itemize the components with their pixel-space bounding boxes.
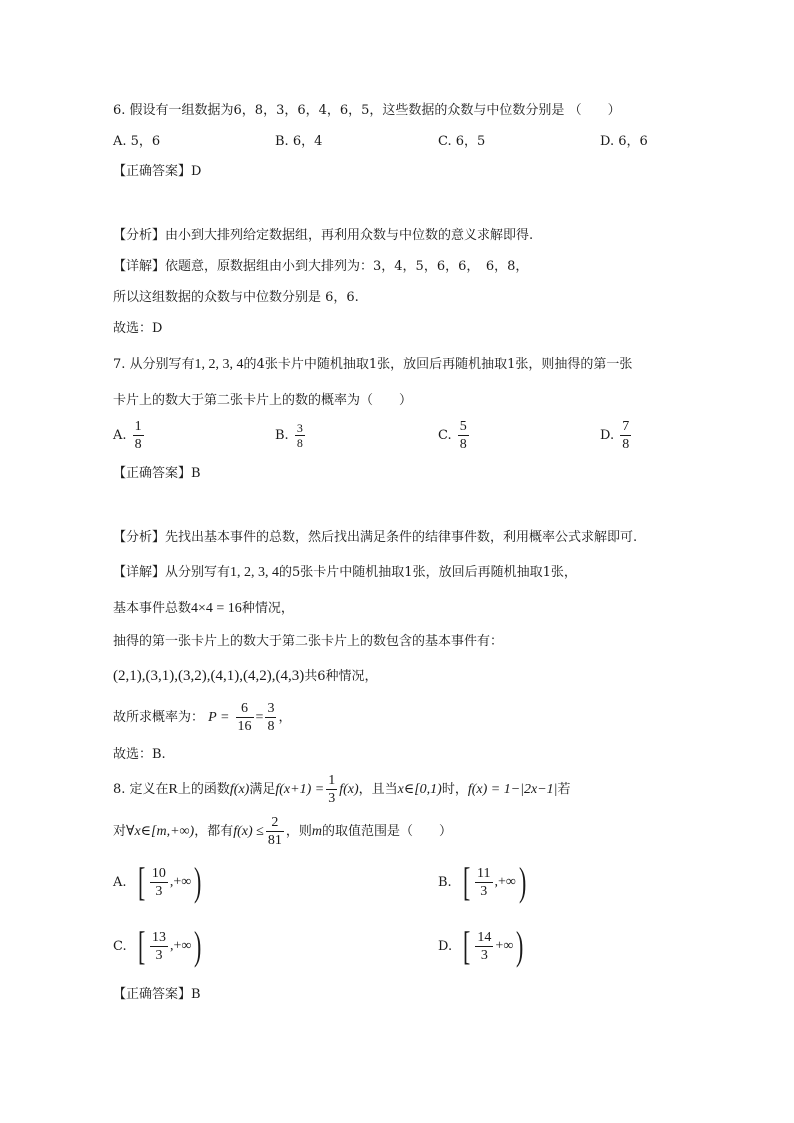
fraction [150, 929, 168, 964]
denominator: 8 [622, 437, 630, 452]
prob-end: ， [278, 710, 292, 725]
q8-answer: 【正确答案】B [113, 987, 201, 1002]
pairs-suffix: 共6种情况， [304, 669, 378, 684]
q8-option-d: D. [ $\frac{14}{3}$ +∞) [438, 923, 524, 968]
denominator: 8 [267, 719, 275, 734]
stem-part: 若 [557, 782, 571, 797]
numerator: 14 [477, 929, 492, 945]
reals-symbol: R [168, 782, 178, 797]
interval-tail: ,+∞ [169, 874, 192, 890]
prob-text: 故所求概率为： [113, 710, 205, 725]
q6-option-b: B. 6，4 [275, 134, 323, 149]
denominator: 8 [134, 437, 142, 452]
q7-choice: 故选：B. [113, 747, 166, 762]
q7-stem-part: 7. 从分别写有 [113, 357, 195, 372]
q6-option-a: A. 5，6 [113, 134, 161, 149]
stem-part: ，都有 [194, 824, 234, 839]
interval-tail: ,+∞ [169, 938, 192, 954]
option-label: A. [113, 428, 127, 443]
numerator: 10 [151, 865, 166, 881]
q8-option-a: A. [ $\frac{10}{3}$ ,+∞) [113, 859, 202, 904]
q7-favorable-intro: 抽得的第一张卡片上的数大于第二张卡片上的数包含的基本事件有： [113, 634, 504, 649]
stem-part: 对 [113, 824, 127, 839]
math: x∈[0,1) [397, 782, 442, 797]
q7-probability: 故所求概率为： P = $\frac{6}{16}$ = $\frac{3}{8}$ ， [113, 701, 292, 734]
q6-detail-conclusion: 所以这组数据的众数与中位数分别是 6，6. [113, 290, 359, 305]
q7-detail [113, 564, 577, 582]
analysis-tag: 【分析】 [113, 228, 166, 243]
analysis-tag: 【分析】 [113, 530, 166, 545]
stem-part: ，且当 [358, 782, 398, 797]
q8-option-b: B. [ $\frac{11}{3}$ ,+∞) [438, 859, 527, 904]
numerator: 3 [296, 421, 303, 435]
fraction [265, 700, 276, 735]
fraction [133, 418, 144, 453]
fraction [475, 865, 492, 900]
q8-stem-line2 [113, 814, 452, 849]
detail-text: 依题意，原数据组由小到大排列为：3，4，5，6，6， 6，8， [165, 259, 529, 274]
q7-stem-part: 的4张卡片中随机抽取1张，放回后再随机抽取1张，则抽得的第一张 [243, 357, 633, 372]
numerator: 2 [266, 814, 284, 832]
fraction [236, 700, 254, 735]
option-label: B. [275, 428, 289, 443]
q6-stem: 6. 假设有一组数据为6，8，3，6，4，6，5，这些数据的众数与中位数分别是 （ ） [113, 103, 621, 118]
fraction [295, 421, 305, 450]
denominator: 3 [328, 791, 336, 806]
option-label: B. [438, 874, 452, 890]
detail-text: 的5张卡片中随机抽取1张，放回后再随机抽取1张， [279, 565, 577, 580]
q6-detail [113, 258, 528, 276]
q7-pairs [113, 667, 377, 686]
total-text: 基本事件总数 [113, 601, 192, 616]
stem-part: 8. 定义在 [113, 782, 169, 797]
interval-tail: ,+∞ [494, 874, 516, 890]
math: f(x) [339, 782, 359, 797]
stem-part: 时， [441, 782, 468, 797]
numerator: 1 [134, 419, 142, 434]
math: f(x+1) = [275, 782, 325, 797]
math: f(x) [229, 782, 250, 797]
option-label: A. [113, 874, 127, 890]
q6-analysis [113, 227, 533, 245]
q6-option-c: C. 6，5 [438, 134, 486, 149]
stem-part: 的取值范围是（ ） [321, 824, 452, 839]
q7-answer: 【正确答案】B [113, 466, 201, 481]
denominator: 3 [480, 947, 488, 963]
numerator: 13 [151, 929, 166, 945]
total-text: 种情况， [241, 601, 294, 616]
numerator: 6 [236, 700, 254, 718]
q7-card-numbers: 1, 2, 3, 4 [194, 357, 244, 372]
q7-option-c [438, 418, 471, 453]
stem-part: ，则 [285, 824, 312, 839]
detail-tag: 【详解】 [113, 259, 166, 274]
q7-option-d [600, 418, 633, 453]
analysis-text: 由小到大排列给定数据组，再利用众数与中位数的意义求解即得. [165, 228, 534, 243]
denominator: 8 [459, 437, 467, 452]
denominator: 16 [237, 719, 252, 734]
stem-part: 满足 [249, 782, 276, 797]
q7-total [113, 600, 294, 618]
prob-symbol: P = [208, 710, 230, 725]
math: f(x) = 1−|2x−1| [467, 782, 558, 797]
fraction [266, 814, 284, 849]
math: m [311, 824, 322, 839]
q7-option-a [113, 418, 146, 453]
detail-text: 从分别写有 [165, 565, 231, 580]
detail-tag: 【详解】 [113, 565, 166, 580]
fraction [150, 865, 168, 900]
q7-option-b [275, 421, 307, 450]
fraction [475, 929, 493, 964]
fraction [620, 418, 631, 453]
q7-analysis [113, 529, 637, 547]
numerator: 11 [477, 865, 491, 881]
denominator: 3 [155, 947, 163, 963]
pairs-list: (2,1),(3,1),(3,2),(4,1),(4,2),(4,3) [113, 668, 305, 684]
option-label: C. [113, 938, 127, 954]
denominator: 3 [155, 883, 163, 899]
q8-option-c: C. [ $\frac{13}{3}$ ,+∞) [113, 923, 202, 968]
math: f(x) ≤ [233, 824, 264, 839]
q6-option-d: D. 6，6 [600, 134, 648, 149]
q6-answer: 【正确答案】D [113, 164, 202, 179]
option-label: D. [438, 938, 453, 954]
denominator: 8 [296, 436, 303, 450]
q7-stem [113, 356, 632, 374]
option-label: C. [438, 428, 452, 443]
stem-part: 上的函数 [177, 782, 230, 797]
card-numbers: 1, 2, 3, 4 [230, 565, 280, 580]
fraction [458, 418, 469, 453]
interval-tail: +∞ [495, 938, 514, 954]
math: ∀x∈[m,+∞) [126, 824, 195, 839]
analysis-text: 先找出基本事件的总数，然后找出满足条件的结律事件数，利用概率公式求解即可. [165, 530, 638, 545]
denominator: 81 [267, 833, 282, 848]
denominator: 3 [480, 883, 488, 899]
q8-stem [113, 772, 571, 807]
numerator: 3 [267, 701, 275, 716]
option-label: D. [600, 428, 615, 443]
q7-stem-line2: 卡片上的数大于第二张卡片上的数的概率为（ ） [113, 393, 413, 408]
q6-choice: 故选：D [113, 321, 163, 336]
numerator: 5 [459, 419, 467, 434]
numerator: 1 [328, 773, 336, 788]
fraction [326, 772, 337, 807]
numerator: 7 [622, 419, 630, 434]
total-expression: 4×4 = 16 [191, 601, 242, 616]
